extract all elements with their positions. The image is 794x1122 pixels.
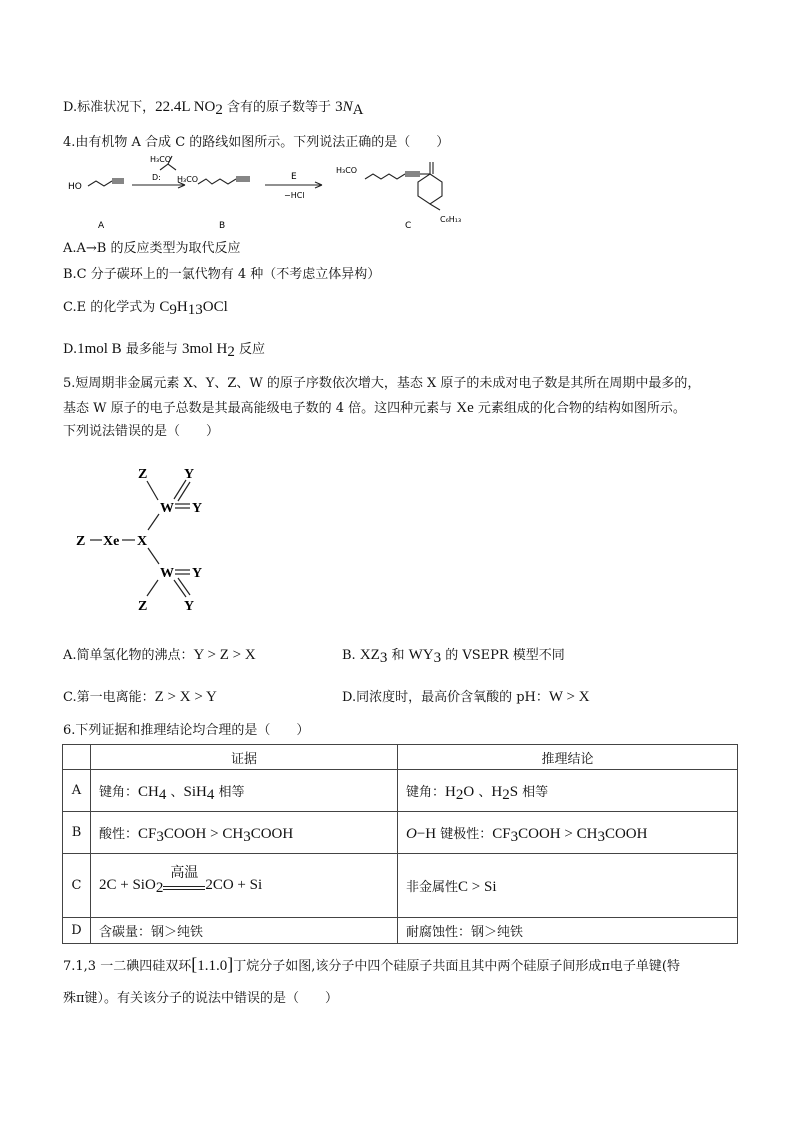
ho-group-label: HO xyxy=(68,182,82,192)
row-label: C xyxy=(63,854,91,918)
reaction-condition: 高温 xyxy=(163,882,205,890)
row-label: A xyxy=(63,770,91,812)
atom-z-left: Z xyxy=(76,534,86,549)
compound-b-label: B xyxy=(219,221,226,231)
atom-z-bottom: Z xyxy=(138,599,148,614)
q5-stem-line3: 下列说法错误的是（ ） xyxy=(63,424,220,439)
row-label: D xyxy=(63,918,91,944)
header-conclusion: 推理结论 xyxy=(398,745,738,770)
compound-a-label: A xyxy=(98,221,105,231)
row-conclusion: 耐腐蚀性：钢＞纯铁 xyxy=(398,918,738,944)
atom-z-top: Z xyxy=(138,467,148,482)
header-evidence: 证据 xyxy=(91,745,398,770)
table-row xyxy=(63,854,738,918)
atom-xe: Xe xyxy=(103,534,120,549)
q4-stem: 4.由有机物 A 合成 C 的路线如图所示。下列说法正确的是（ ） xyxy=(63,135,450,150)
reagent-d-group: H₃CO xyxy=(150,155,172,164)
atom-y-top-right: Y xyxy=(192,501,203,516)
q5-molecule-structure xyxy=(62,456,232,616)
q5-option-c: C.第一电离能：Z > X > Y xyxy=(63,689,217,705)
compound-c-label: C xyxy=(405,221,412,231)
atom-x: X xyxy=(137,534,148,549)
q5-option-b: B. $XZ_3$ 和 $WY_3$ 的 VSEPR 模型不同 xyxy=(342,647,565,666)
atom-w-bottom: W xyxy=(160,566,174,581)
atom-y-bottom-right: Y xyxy=(192,566,203,581)
row-label: B xyxy=(63,812,91,854)
q4-reaction-scheme xyxy=(60,152,520,240)
q7-stem-line2: 殊π键）。有关该分子的说法中错误的是（ ） xyxy=(63,991,339,1006)
reagent-d-label: D: xyxy=(152,173,161,182)
row-evidence: 酸性：$CF_3COOH$ > $CH_3COOH$ xyxy=(91,812,398,854)
b-group-label: H₃CO xyxy=(177,175,199,184)
q7-stem-line1: 7.1,3 一二碘四硅双环[1.1.0]丁烷分子如图,该分子中四个硅原子共面且其中两个硅原子间形成π电子单键(特 xyxy=(63,954,680,974)
q4-option-c: C.E 的化学式为 $C_9H_{13}OCl$ xyxy=(63,299,228,318)
q6-stem: 6.下列证据和推理结论均合理的是（ ） xyxy=(63,723,310,738)
q4-option-b: B.C 分子碳环上的一氯代物有 4 种（不考虑立体异构） xyxy=(63,267,381,282)
row-evidence: 键角：$CH_4$ 、SiH$_4$ 相等 xyxy=(91,770,398,812)
q5-stem-line1: 5.短周期非金属元素 X、Y、Z、W 的原子序数依次增大，基态 X 原子的未成对电子数是其所在周期中最多的， xyxy=(63,376,701,391)
atom-w-top: W xyxy=(160,501,174,516)
q3-option-d: D.标准状况下，22.4L $NO_2$ 含有的原子数等于 $3N_A$ xyxy=(63,99,364,118)
table-row xyxy=(63,918,738,944)
row-evidence: 含碳量：钢＞纯铁 xyxy=(91,918,398,944)
row-conclusion: O−H 键极性：$CF_3COOH$ > $CH_3COOH$ xyxy=(398,812,738,854)
row-conclusion: 非金属性C > Si xyxy=(398,854,738,918)
q4-option-a: A.A→B 的反应类型为取代反应 xyxy=(63,241,241,256)
table-header-row xyxy=(63,745,738,770)
hexyl-substituent: C₆H₁₃ xyxy=(440,215,462,224)
atom-y-top: Y xyxy=(184,467,195,482)
q4-option-d: D.1mol B 最多能与 3mol $H_2$ 反应 xyxy=(63,341,266,360)
row-evidence: 2C + SiO$_2$ 高温 2CO + Si xyxy=(91,854,398,918)
table-row xyxy=(63,770,738,812)
atom-y-bottom: Y xyxy=(184,599,195,614)
c-group-label: H₃CO xyxy=(336,166,358,175)
q5-option-a: A.简单氢化物的沸点：Y > Z > X xyxy=(63,647,256,663)
row-conclusion: 键角：$H_2O$ 、$H_2S$ 相等 xyxy=(398,770,738,812)
reagent-e-label: E xyxy=(291,172,297,182)
q6-evidence-table xyxy=(62,744,738,944)
table-row xyxy=(63,812,738,854)
minus-hcl-label: −HCl xyxy=(284,191,305,200)
q5-stem-line2: 基态 W 原子的电子总数是其最高能级电子数的 4 倍。这四种元素与 Xe 元素组成的化合物的结构如图所示。 xyxy=(63,400,686,416)
q5-option-d: D.同浓度时，最高价含氧酸的 pH：W > X xyxy=(342,689,590,705)
